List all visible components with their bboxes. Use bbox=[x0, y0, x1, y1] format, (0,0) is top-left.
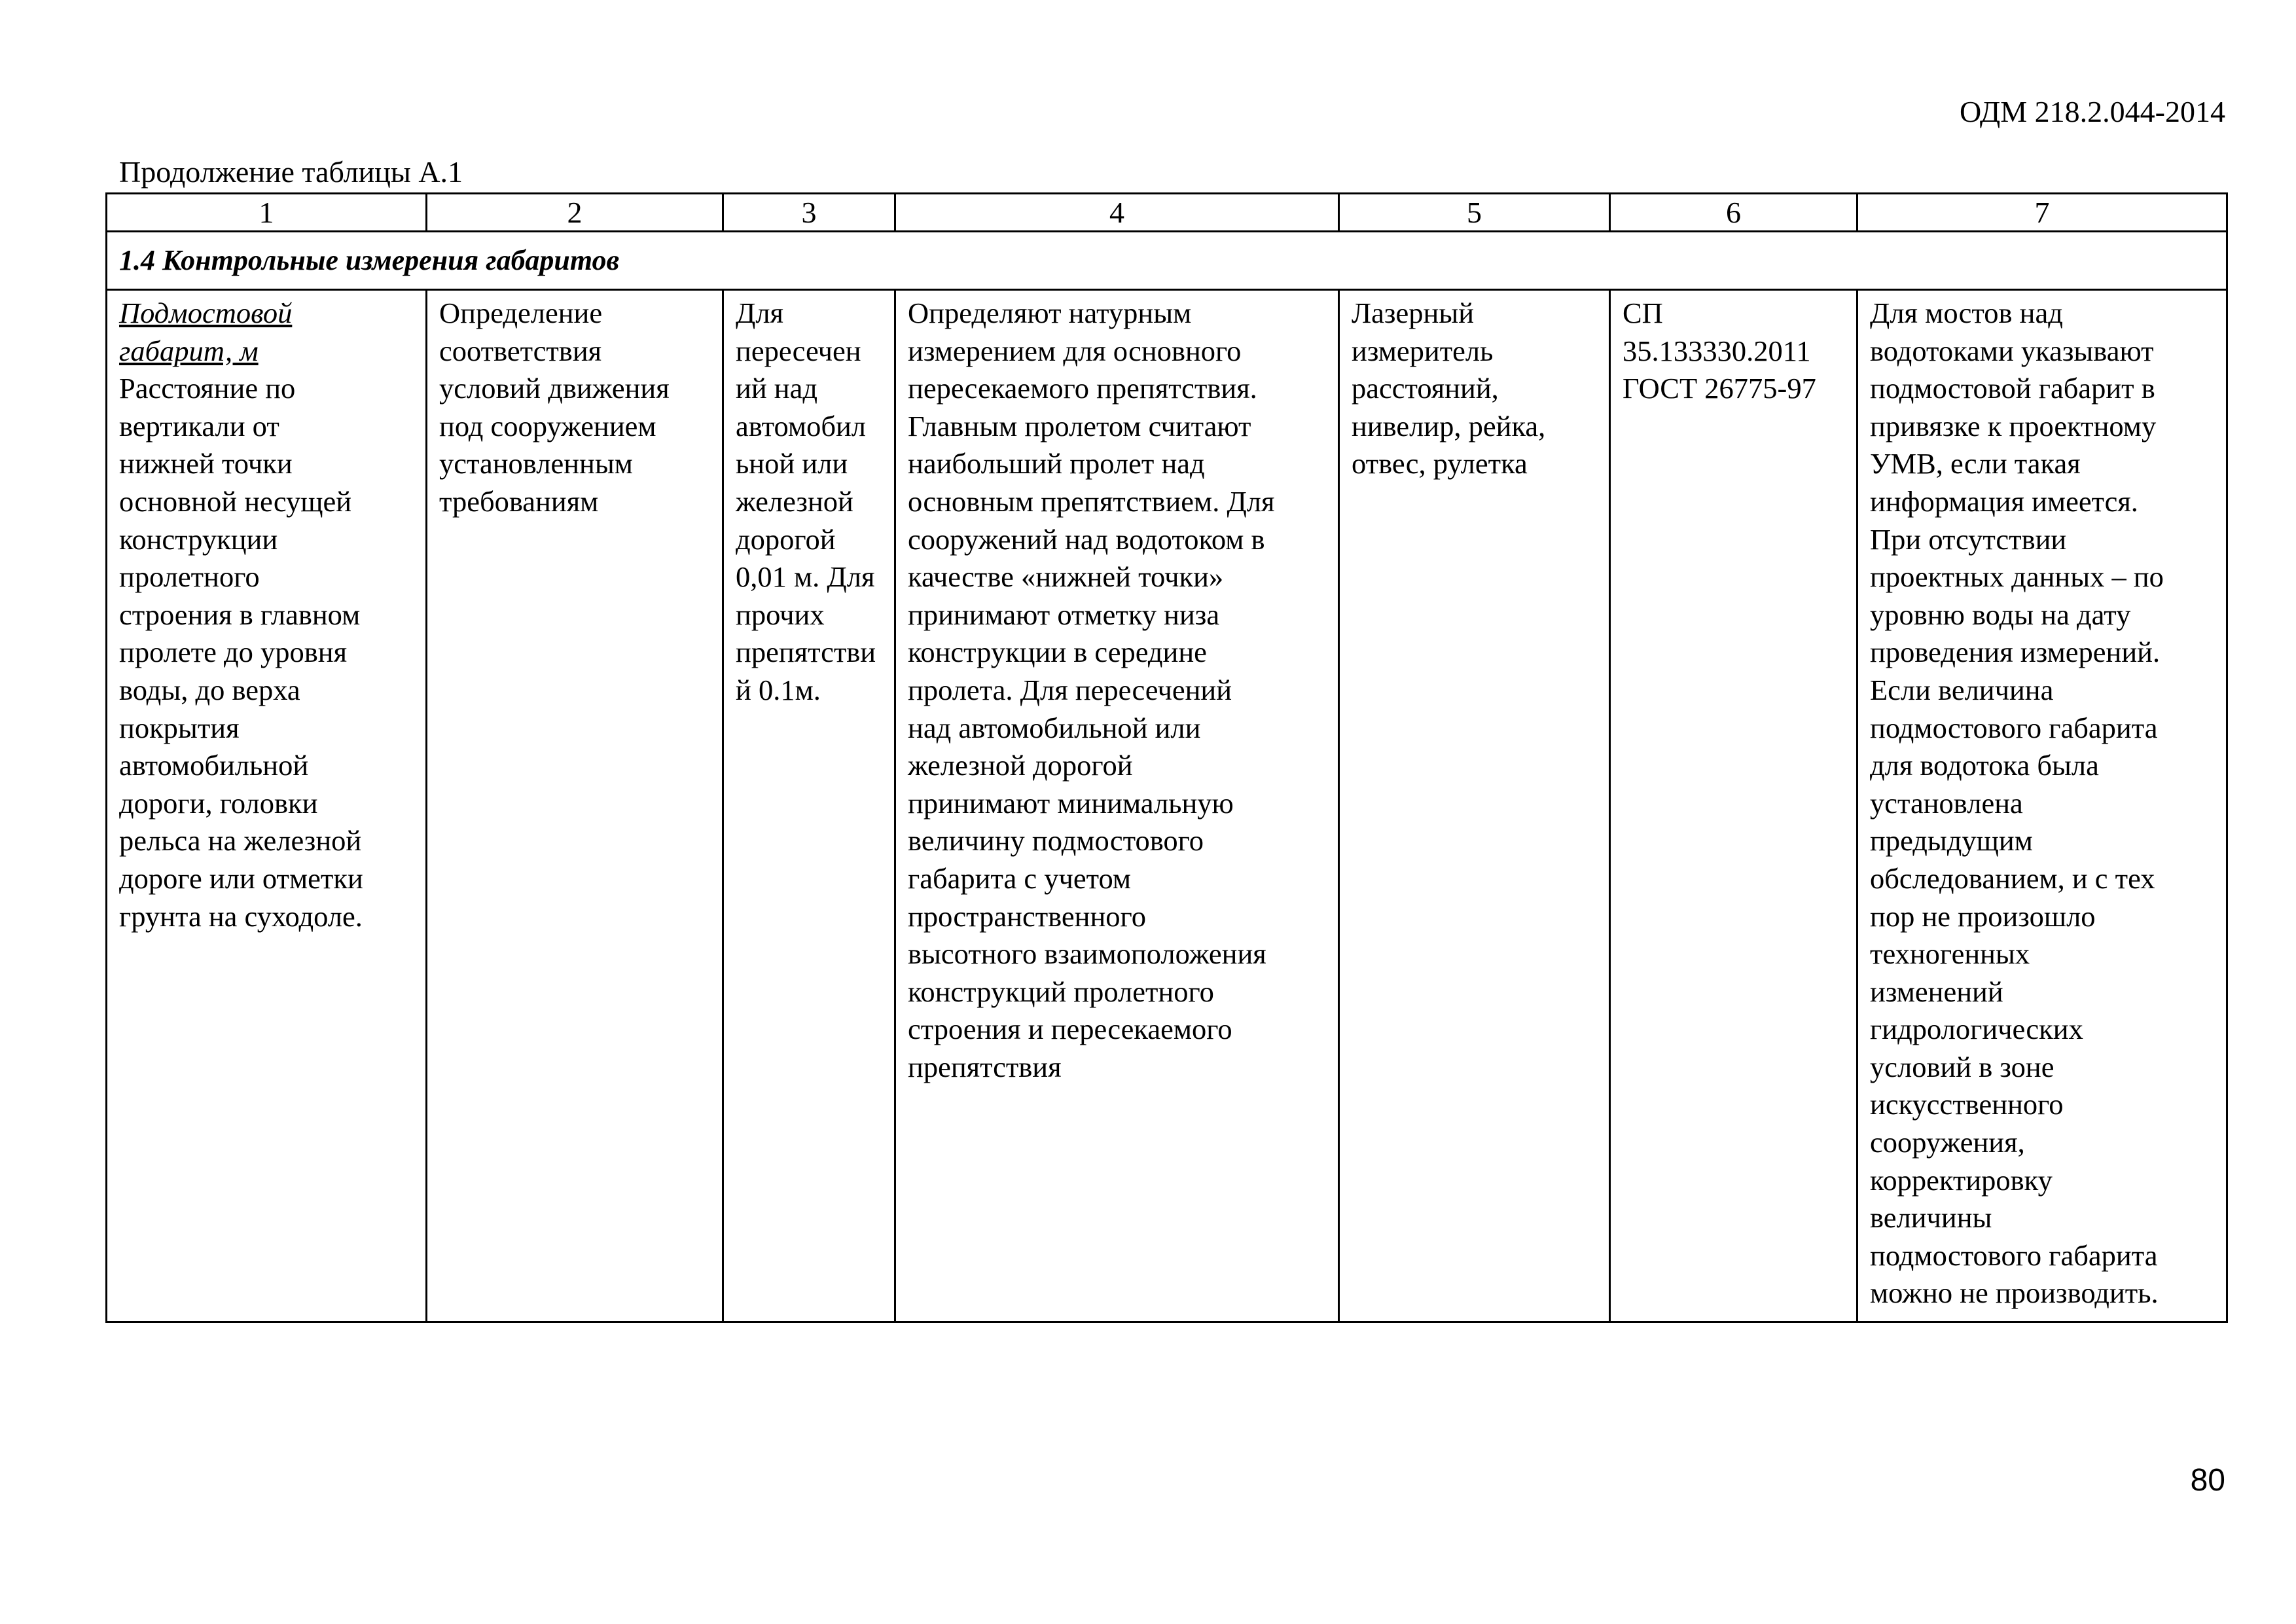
column-number: 5 bbox=[1339, 194, 1610, 232]
method-cell: Определяют натурным измерением для основного пересекаемого препятствия. Главным пролетом считают наибольший пролет над основным препятствием. Для сооружений над водотоком в качестве «нижней точки» принимают отметку низа конструкции в середине пролета. Для пересечений над автомобильной или железной дорогой принимают минимальную величину подмостового габарита с учетом пространственного высотного взаимоположения конструкций пролетного строения и пересекаемого препятствия bbox=[895, 290, 1339, 1322]
column-number: 4 bbox=[895, 194, 1339, 232]
section-title: 1.4 Контрольные измерения габаритов bbox=[107, 232, 2227, 290]
column-number: 2 bbox=[427, 194, 723, 232]
column-number-row bbox=[107, 194, 2227, 232]
column-number: 7 bbox=[1857, 194, 2227, 232]
parameter-term: Подмостовой габарит, м bbox=[119, 297, 293, 367]
column-number: 1 bbox=[107, 194, 427, 232]
standards-cell: СП 35.133330.2011 ГОСТ 26775-97 bbox=[1610, 290, 1857, 1322]
parameter-description: Расстояние по вертикали от нижней точки основной несущей конструкции пролетного строения в главном пролете до уровня воды, до верха покрытия автомобильной дороги, головки рельса на железной дороге или отметки грунта на суходоле. bbox=[119, 372, 363, 933]
purpose-cell: Определение соответствия условий движения под сооружением установленным требованиям bbox=[427, 290, 723, 1322]
table-caption: Продолжение таблицы А.1 bbox=[119, 155, 463, 189]
table-row bbox=[107, 290, 2227, 1322]
page-number: 80 bbox=[2190, 1463, 2225, 1498]
document-code: ОДМ 218.2.044-2014 bbox=[1959, 95, 2225, 128]
accuracy-cell: Для пересечен ий над автомобил ьной или железной дорогой 0,01 м. Для прочих препятстви й 0.1м. bbox=[723, 290, 895, 1322]
column-number: 3 bbox=[723, 194, 895, 232]
section-row bbox=[107, 232, 2227, 290]
column-number: 6 bbox=[1610, 194, 1857, 232]
instruments-cell: Лазерный измеритель расстояний, нивелир, рейка, отвес, рулетка bbox=[1339, 290, 1610, 1322]
parameter-cell bbox=[107, 290, 427, 1322]
measurement-table bbox=[105, 192, 2228, 1323]
notes-cell: Для мостов над водотоками указывают подмостовой габарит в привязке к проектному УМВ, если такая информация имеется. При отсутствии проектных данных – по уровню воды на дату проведения измерений. Если величина подмостового габарита для водотока была установлена предыдущим обследованием, и с тех пор не произошло техногенных изменений гидрологических условий в зоне искусственного сооружения, корректировку величины подмостового габарита можно не производить. bbox=[1857, 290, 2227, 1322]
